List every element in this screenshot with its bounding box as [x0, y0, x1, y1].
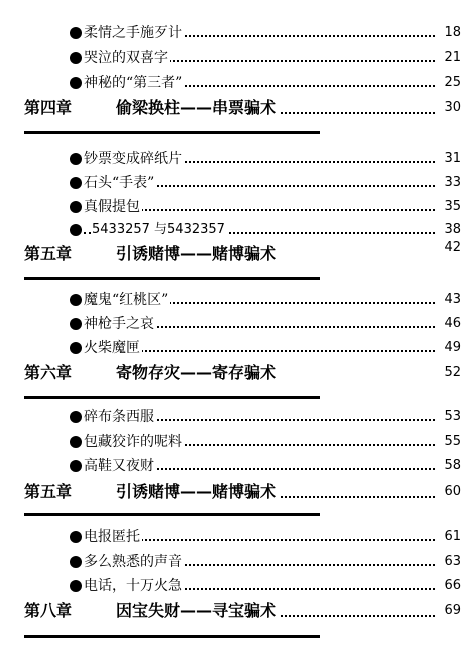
page-number: 66 [444, 578, 461, 593]
entry-title: 哭泣的双喜字 [84, 47, 170, 69]
section-divider [24, 513, 320, 516]
bullet-icon [70, 27, 82, 39]
toc-entry[interactable] [0, 575, 467, 597]
page-number: 53 [444, 409, 461, 424]
page-number: 33 [444, 175, 461, 190]
page-number: 58 [444, 458, 461, 473]
page-number: 25 [444, 75, 461, 90]
page-number: 38 [444, 222, 461, 237]
toc-entry[interactable] [0, 196, 467, 218]
toc-entry[interactable] [0, 526, 467, 548]
entry-title: 包藏狡诈的呢料 [84, 431, 184, 453]
page-number: 18 [444, 25, 461, 40]
page-number: 69 [444, 603, 461, 618]
bullet-icon [70, 580, 82, 592]
page-number: 61 [444, 529, 461, 544]
toc-entry[interactable] [0, 219, 467, 241]
toc-entry[interactable] [0, 172, 467, 194]
entry-title: 5433257 与5432357 [92, 219, 227, 241]
entry-title: 钞票变成碎纸片 [84, 148, 184, 170]
entry-title: 电报匿托 [84, 526, 142, 548]
bullet-icon [70, 52, 82, 64]
toc-entry[interactable] [0, 431, 467, 453]
bullet-icon [70, 177, 82, 189]
toc-entry[interactable] [0, 337, 467, 359]
page-number: 31 [444, 151, 461, 166]
entry-title: 真假提包 [84, 196, 142, 218]
toc-entry[interactable] [0, 148, 467, 170]
entry-title: 石头“手表” [84, 172, 156, 194]
section-divider [24, 277, 320, 280]
page-number: 63 [444, 554, 461, 569]
toc-entry[interactable] [0, 72, 467, 94]
entry-title: 火柴魔匣 [84, 337, 142, 359]
entry-title: 神枪手之哀 [84, 313, 156, 335]
page-number: 43 [444, 292, 461, 307]
chapter-label: 第五章 [24, 482, 73, 501]
section-divider [24, 635, 320, 638]
bullet-icon [70, 436, 82, 448]
entry-title: 碎布条西服 [84, 406, 156, 428]
chapter-label: 第四章 [24, 98, 73, 117]
toc-entry[interactable] [0, 406, 467, 428]
chapter-heading[interactable] [0, 360, 467, 386]
bullet-icon [70, 342, 82, 354]
entry-title: 魔鬼“红桃区” [84, 289, 170, 311]
toc-entry[interactable] [0, 289, 467, 311]
chapter-heading[interactable] [0, 479, 467, 505]
bullet-icon [70, 531, 82, 543]
entry-title: 电话，十万火急 [84, 575, 184, 597]
page-number: 49 [444, 340, 461, 355]
bullet-icon [70, 556, 82, 568]
entry-title: 柔情之手施歹计 [84, 22, 184, 44]
page-number: 46 [444, 316, 461, 331]
page-number: 42 [444, 240, 461, 255]
bullet-icon [70, 77, 82, 89]
bullet-icon [70, 318, 82, 330]
bullet-icon [70, 224, 82, 236]
entry-title: 神秘的“第三者” [84, 72, 184, 94]
toc-entry[interactable] [0, 455, 467, 477]
page-number: 30 [444, 100, 461, 115]
page-number: 35 [444, 199, 461, 214]
chapter-title: 引诱赌博——赌博骗术 [116, 479, 279, 505]
bullet-icon [70, 294, 82, 306]
section-divider [24, 396, 320, 399]
chapter-heading[interactable] [0, 95, 467, 121]
toc-entry[interactable] [0, 22, 467, 44]
bullet-icon [70, 411, 82, 423]
chapter-heading[interactable] [0, 241, 467, 267]
chapter-heading[interactable] [0, 598, 467, 624]
chapter-title: 偷梁换柱——串票骗术 [116, 95, 279, 121]
chapter-label: 第八章 [24, 601, 73, 620]
bullet-icon [70, 153, 82, 165]
chapter-label: 第六章 [24, 363, 73, 382]
chapter-title: 因宝失财——寻宝骗术 [116, 598, 279, 624]
toc-entry[interactable] [0, 47, 467, 69]
entry-title: 高鞋又夜财 [84, 455, 156, 477]
chapter-title: 引诱赌博——赌博骗术 [116, 241, 279, 267]
chapter-label: 第五章 [24, 244, 73, 263]
page-number: 60 [444, 484, 461, 499]
page-number: 52 [444, 365, 461, 380]
entry-title: 多么熟悉的声音 [84, 551, 184, 573]
page-number: 55 [444, 434, 461, 449]
bullet-icon [70, 460, 82, 472]
section-divider [24, 131, 320, 134]
toc-entry[interactable] [0, 551, 467, 573]
chapter-title: 寄物存灾——寄存骗术 [116, 360, 279, 386]
toc-entry[interactable] [0, 313, 467, 335]
page-number: 21 [444, 50, 461, 65]
bullet-icon [70, 201, 82, 213]
